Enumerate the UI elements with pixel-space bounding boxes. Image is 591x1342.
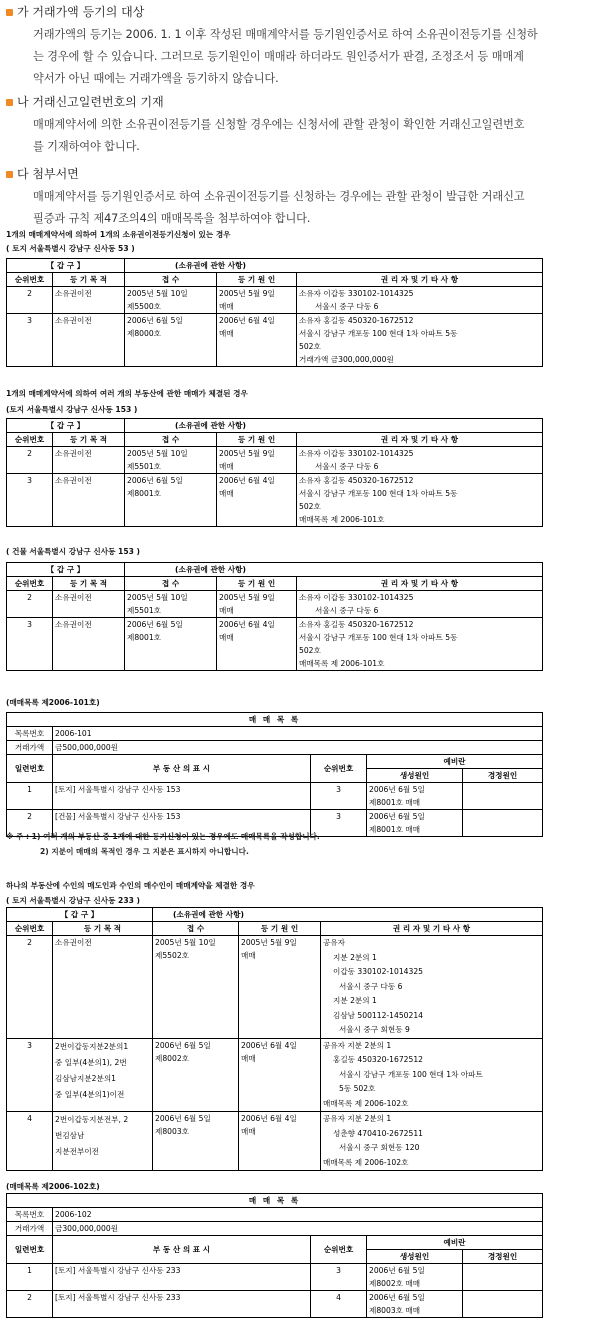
cell-line: 제8001호 매매 [369,798,421,807]
receipt-cell [125,618,217,671]
col-info: 권 리 자 및 기 타 사 항 [321,922,543,936]
paragraph-line: 약서가 아닌 때에는 거래가액을 등기하지 않습니다. [33,72,279,85]
cause-cell [217,287,297,314]
receipt-cell [125,287,217,314]
gap-label: 【 갑 구 】 [7,419,125,433]
paragraph-line: 는 경우에 할 수 있습니다. 그러므로 등기원인이 매매라 하더라도 원인증서가 판결, 조정조서 등 매매계 [33,50,524,63]
table-row [7,936,543,1039]
register-table-ex1 [6,258,543,367]
col-generation-cause: 생성원인 [367,1250,463,1264]
column-header-row [7,273,543,287]
col-reserve: 예비란 [367,755,543,769]
cell-line: 502호 [299,502,321,511]
table-row [7,314,543,367]
cause-cell [239,936,321,1039]
cell-line: 서울시 중구 다동 6 [315,462,379,471]
paragraph-line: 필증과 규칙 제47조의4의 매매목록을 첨부하여야 합니다. [33,212,311,225]
list-number-row [7,1208,543,1222]
correction-cell [463,810,543,837]
cell-line: 2006년 6월 5일 [127,316,183,325]
rank-cell: 2 [7,936,53,1039]
receipt-cell [153,1112,239,1171]
cell-line: 서울시 중구 다동 6 [315,302,379,311]
table-row [7,618,543,671]
cell-line: 2006년 6월 5일 [369,812,425,821]
cell-line: 2005년 5월 10일 [127,593,188,602]
list-price-row [7,741,543,755]
receipt-cell [125,447,217,474]
cell-line: 김삼남지분2분의1 [55,1073,117,1083]
example1-location: ( 토지 서울특별시 강남구 신사동 53 ) [6,244,135,253]
cell-line: 공유자 지분 2분의 1 [323,1040,392,1050]
list-title: 매 매 목 록 [7,713,543,727]
column-header-row [7,577,543,591]
cell-line: 2006년 6월 4일 [241,1114,297,1123]
section-c-body [33,186,585,230]
col-cause: 등 기 원 인 [217,273,297,287]
serial-cell: 1 [7,1264,53,1291]
info-cell [321,1038,543,1112]
cell-line: 번김삼남 [55,1131,85,1140]
cell-line: 서울시 중구 다동 6 [315,606,379,615]
cell-line: 지분 2분의 1 [333,996,377,1005]
list-number-row [7,727,543,741]
cell-line: 이갑동 330102-1014325 [333,967,423,976]
info-cell [297,618,543,671]
purpose-cell [53,591,125,618]
info-cell [297,447,543,474]
list-title-row [7,713,543,727]
example2-land-location: (토지 서울특별시 강남구 신사동 153 ) [6,405,138,414]
note-line: ※ 주 : 1) 여러 개의 부동산 중 1개에 대한 등기신청이 있는 경우에도 매매목록을 작성합니다. [6,832,320,841]
gap-header-row [7,908,543,922]
section-title: 가 거래가액 등기의 대상 [17,5,145,19]
gap-header-row [7,563,543,577]
cause-cell [217,474,297,527]
list-number-value: 2006-101 [53,727,543,741]
cell-line: 소유권이전 [55,449,92,458]
purpose-cell [53,936,153,1039]
price-label: 거래가액 [7,741,53,755]
generation-cell [367,1291,463,1318]
list-price-row [7,1222,543,1236]
cell-line: 홍길동 450320-1672512 [333,1055,423,1064]
table-row [7,1038,543,1112]
purpose-cell [53,1112,153,1171]
cell-line: 서울시 강남구 개포동 100 현대 1차 아파트 5동 [299,329,458,338]
purpose-cell [53,618,125,671]
cell-line: 2005년 5월 9일 [241,938,297,947]
col-purpose: 등 기 목 적 [53,433,125,447]
rank-cell: 2 [7,447,53,474]
col-correction-cause: 경정원인 [463,769,543,783]
cell-line: 소유자 홍길동 450320-1672512 [299,316,414,325]
col-receipt: 접 수 [125,273,217,287]
rank-cell: 2 [7,591,53,618]
column-header-row [7,922,543,936]
cell-line: 매매목록 제 2006-101호 [299,659,385,668]
col-property: 부 동 산 의 표 시 [53,755,311,783]
paragraph-line: 를 기재하여야 합니다. [33,140,140,153]
cell-line: 제8001호 [127,633,162,642]
cell-line: 매매 [241,951,256,960]
cell-line: 2006년 6월 5일 [369,1266,425,1275]
cell-line: 소유권이전 [55,593,92,602]
cell-line: 공유자 지분 2분의 1 [323,1114,392,1123]
col-info: 권 리 자 및 기 타 사 항 [297,433,543,447]
cell-line: 소유권이전 [55,316,92,325]
col-property: 부 동 산 의 표 시 [53,1236,311,1264]
gap-label: 【 갑 구 】 [7,908,153,922]
price-value: 금500,000,000원 [53,741,543,755]
generation-cell [367,1264,463,1291]
cell-line: 502호 [299,646,321,655]
cell-line: 제8002호 매매 [369,1279,421,1288]
rank-cell: 3 [311,783,367,810]
gap-label: 【 갑 구 】 [7,563,125,577]
cell-line: 2번이갑동지분2분의1 [55,1041,129,1051]
register-table-ex2-land [6,418,543,527]
note-line: 2) 지분이 매매의 목적인 경우 그 지분은 표시하지 아니합니다. [40,847,249,856]
column-header-row [7,433,543,447]
cause-cell [239,1112,321,1171]
cell-line: 2006년 6월 4일 [219,620,275,629]
table-row [7,474,543,527]
gap-header-row [7,259,543,273]
cell-line: 제8001호 [127,489,162,498]
cell-line: 소유권이전 [55,289,92,298]
table-row [7,591,543,618]
cell-line: 중 일부(4분의1)이전 [55,1089,125,1099]
col-generation-cause: 생성원인 [367,769,463,783]
cell-line: 제8003호 [155,1127,190,1136]
col-serial: 일련번호 [7,1236,53,1264]
gap-subtitle: (소유권에 관한 사항) [125,259,543,273]
generation-cell [367,810,463,837]
section-title: 다 첨부서면 [17,167,79,181]
cause-cell [217,618,297,671]
cell-line: 제8000호 [127,329,162,338]
sales-list-caption: (매매목록 제2006-101호) [6,698,100,707]
cell-line: 2006년 6월 4일 [219,316,275,325]
correction-cell [463,1291,543,1318]
price-label: 거래가액 [7,1222,53,1236]
cell-line: 소유자 이갑동 330102-1014325 [299,449,414,458]
purpose-cell [53,314,125,367]
gap-subtitle: (소유권에 관한 사항) [125,419,543,433]
col-cause: 등 기 원 인 [239,922,321,936]
example2-building-location: ( 건물 서울특별시 강남구 신사동 153 ) [6,547,141,556]
serial-cell: 1 [7,783,53,810]
serial-cell: 2 [7,810,53,837]
info-cell [297,591,543,618]
example1-caption: 1개의 매매계약서에 의하여 1개의 소유권이전등기신청이 있는 경우 [6,230,231,239]
register-table-ex2-building [6,562,543,671]
example3-caption: 하나의 부동산에 수인의 매도인과 수인의 매수인이 매매계약을 체결한 경우 [6,881,255,890]
cell-line: 제8003호 매매 [369,1306,421,1315]
cause-cell [217,314,297,367]
cell-line: 2006년 6월 5일 [155,1114,211,1123]
cell-line: 소유권이전 [55,476,92,485]
bullet-icon [6,9,13,16]
col-rank: 순위번호 [311,755,367,783]
cell-line: 2006년 6월 5일 [155,1040,211,1050]
property-cell: [토지] 서울특별시 강남구 신사동 233 [53,1291,311,1318]
cell-line: 2006년 6월 4일 [219,476,275,485]
cell-line: 2006년 6월 5일 [127,620,183,629]
cell-line: 김삼남 500112-1450214 [333,1010,423,1020]
cell-line: 2006년 6월 4일 [241,1040,297,1050]
list-title: 매 매 목 록 [7,1194,543,1208]
list-header-row [7,755,543,769]
gap-label: 【 갑 구 】 [7,259,125,273]
cell-line: 중 일부(4분의1), 2번 [55,1057,127,1067]
serial-cell: 2 [7,1291,53,1318]
col-correction-cause: 경정원인 [463,1250,543,1264]
col-purpose: 등 기 목 적 [53,273,125,287]
col-reserve: 예비란 [367,1236,543,1250]
generation-cell [367,783,463,810]
cell-line: 2006년 6월 5일 [127,476,183,485]
cell-line: 소유권이전 [55,938,92,947]
cell-line: 서울시 중구 회현동 120 [339,1143,420,1152]
list-header-row [7,1236,543,1250]
cell-line: 제5501호 [127,462,162,471]
cell-line: 거래가액 금300,000,000원 [299,355,394,364]
register-table-ex3 [6,907,543,1171]
rank-cell: 3 [7,474,53,527]
purpose-cell [53,474,125,527]
section-heading-b [6,94,164,110]
list-title-row [7,1194,543,1208]
info-cell [321,936,543,1039]
cell-line: 매매 [219,462,234,471]
col-purpose: 등 기 목 적 [53,577,125,591]
purpose-cell [53,1038,153,1112]
rank-cell: 3 [311,810,367,837]
list-number-label: 목록번호 [7,727,53,741]
cell-line: 소유자 홍길동 450320-1672512 [299,620,414,629]
cell-line: 제5501호 [127,606,162,615]
table-row [7,1291,543,1318]
col-receipt: 접 수 [125,433,217,447]
table-row [7,783,543,810]
info-cell [297,474,543,527]
col-rank: 순위번호 [7,922,53,936]
sales-list-table-102 [6,1193,543,1318]
cause-cell [239,1038,321,1112]
info-cell [297,314,543,367]
cell-line: 서울시 중구 회현동 9 [339,1025,410,1034]
cell-line: 매매 [219,302,234,311]
rank-cell: 2 [7,287,53,314]
col-serial: 일련번호 [7,755,53,783]
cell-line: 소유권이전 [55,620,92,629]
cell-line: 서울시 중구 다동 6 [339,981,403,991]
rank-cell: 4 [311,1291,367,1318]
cause-cell [217,591,297,618]
gap-subtitle: (소유권에 관한 사항) [153,908,543,922]
example3-location: ( 토지 서울특별시 강남구 신사동 233 ) [6,896,141,905]
price-value: 금300,000,000원 [53,1222,543,1236]
col-rank: 순위번호 [311,1236,367,1264]
cell-line: 2005년 5월 10일 [127,449,188,458]
correction-cell [463,783,543,810]
gap-header-row [7,419,543,433]
cell-line: 2005년 5월 9일 [219,593,275,602]
purpose-cell [53,287,125,314]
list-number-label: 목록번호 [7,1208,53,1222]
table-row [7,1264,543,1291]
cell-line: 매매목록 제 2006-101호 [299,515,385,524]
property-cell: [건물] 서울특별시 강남구 신사동 153 [53,810,311,837]
cell-line: 2005년 5월 10일 [127,289,188,298]
cell-line: 매매 [219,633,234,642]
col-purpose: 등 기 목 적 [53,922,153,936]
cell-line: 매매목록 제 2006-102호 [323,1157,409,1167]
cell-line: 매매 [219,606,234,615]
paragraph-line: 매매계약서를 등기원인증서로 하여 소유권이전등기를 신청하는 경우에는 관할 관청이 발급한 거래신고 [33,190,525,203]
purpose-cell [53,447,125,474]
col-rank: 순위번호 [7,577,53,591]
cell-line: 매매 [241,1127,256,1136]
cell-line: 5동 502호 [339,1084,376,1093]
table-row [7,447,543,474]
cell-line: 2번이갑동지분전부, 2 [55,1115,129,1124]
table-row [7,1112,543,1171]
cell-line: 서울시 강남구 개포동 100 현대 1차 아파트 5동 [299,489,458,498]
cell-line: 서울시 강남구 개포동 100 현대 1차 아파트 5동 [299,633,458,642]
cell-line: 성춘향 470410-2672511 [333,1128,423,1138]
cell-line: 매매목록 제 2006-102호 [323,1098,409,1108]
rank-cell: 4 [7,1112,53,1171]
info-cell [321,1112,543,1171]
cell-line: 매매 [241,1053,256,1063]
paragraph-line: 거래가액의 등기는 2006. 1. 1 이후 작성된 매매계약서를 등기원인증서로 하여 소유권이전등기를 신청하 [33,28,538,41]
col-rank: 순위번호 [7,273,53,287]
rank-cell: 3 [311,1264,367,1291]
cell-line: 2005년 5월 9일 [219,449,275,458]
cell-line: 지분전부이전 [55,1147,100,1156]
section-heading-c [6,166,79,182]
rank-cell: 3 [7,618,53,671]
rank-cell: 3 [7,314,53,367]
info-cell [297,287,543,314]
gap-subtitle: (소유권에 관한 사항) [125,563,543,577]
receipt-cell [153,1038,239,1112]
cell-line: 소유자 홍길동 450320-1672512 [299,476,414,485]
rank-cell: 3 [7,1038,53,1112]
table-row [7,287,543,314]
property-cell: [토지] 서울특별시 강남구 신사동 233 [53,1264,311,1291]
cell-line: 제8002호 [155,1053,190,1063]
cell-line: 2005년 5월 9일 [219,289,275,298]
cell-line: 매매 [219,489,234,498]
list-number-value: 2006-102 [53,1208,543,1222]
cell-line: 제5502호 [155,951,190,960]
bullet-icon [6,99,13,106]
property-cell: [토지] 서울특별시 강남구 신사동 153 [53,783,311,810]
cell-line: 서울시 강남구 개포동 100 현대 1차 아파트 [339,1069,483,1079]
cell-line: 공유자 [323,938,346,947]
receipt-cell [153,936,239,1039]
cell-line: 소유자 이갑동 330102-1014325 [299,593,414,602]
col-rank: 순위번호 [7,433,53,447]
receipt-cell [125,474,217,527]
col-receipt: 접 수 [125,577,217,591]
col-cause: 등 기 원 인 [217,433,297,447]
correction-cell [463,1264,543,1291]
cell-line: 제8001호 매매 [369,825,421,834]
section-a-body [33,24,585,90]
col-receipt: 접 수 [153,922,239,936]
example2-caption: 1개의 매매계약서에 의하여 여러 개의 부동산에 관한 매매가 체결된 경우 [6,389,248,398]
receipt-cell [125,591,217,618]
sales-list-table-101 [6,712,543,837]
cell-line: 2006년 6월 5일 [369,785,425,794]
cell-line: 제5500호 [127,302,162,311]
cell-line: 매매 [219,329,234,338]
section-b-body [33,114,585,158]
cell-line: 지분 2분의 1 [333,952,377,962]
cell-line: 2005년 5월 10일 [155,938,216,947]
cell-line: 소유자 이갑동 330102-1014325 [299,289,414,298]
cell-line: 502호 [299,342,321,351]
section-heading-a [6,4,144,20]
receipt-cell [125,314,217,367]
paragraph-line: 매매계약서에 의한 소유권이전등기를 신청할 경우에는 신청서에 관할 관청이 확인한 거래신고일련번호 [33,118,525,131]
col-info: 권 리 자 및 기 타 사 항 [297,273,543,287]
cell-line: 2006년 6월 5일 [369,1293,425,1302]
col-info: 권 리 자 및 기 타 사 항 [297,577,543,591]
section-title: 나 거래신고일련번호의 기재 [17,95,164,109]
bullet-icon [6,171,13,178]
sales-list-caption: (매매목록 제2006-102호) [6,1182,100,1191]
col-cause: 등 기 원 인 [217,577,297,591]
cause-cell [217,447,297,474]
